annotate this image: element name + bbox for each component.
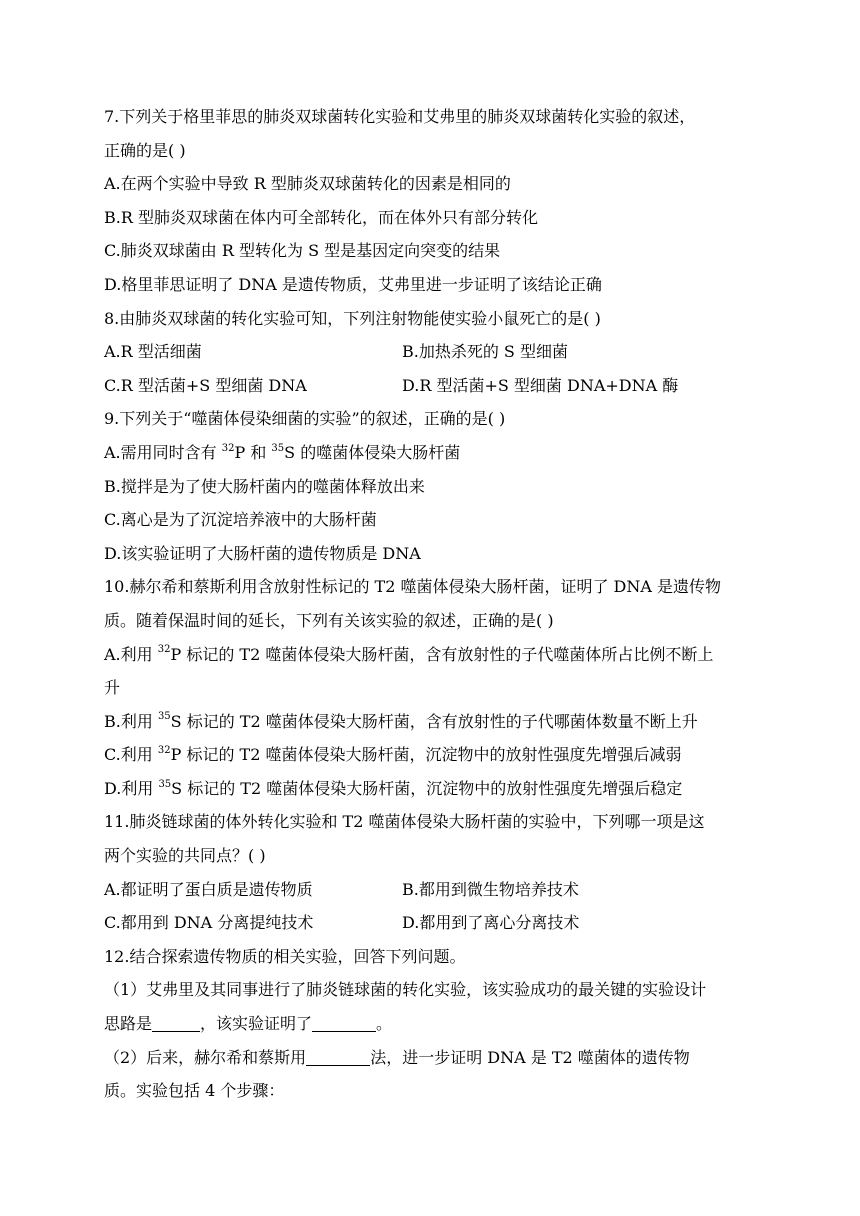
q11-options-row2 <box>104 906 784 940</box>
q12-stem: 12.结合探索遗传物质的相关实验，回答下列问题。 <box>104 946 466 966</box>
answer-blank-1[interactable] <box>152 1013 200 1032</box>
q8-stem: 8.由肺炎双球菌的转化实验可知，下列注射物能使实验小鼠死亡的是( ) <box>104 308 601 328</box>
q10-option-b-post: S 标记的 T2 噬菌体侵染大肠杆菌，含有放射性的子代哪菌体数量不断上升 <box>170 711 698 731</box>
q8-options-row2 <box>104 369 784 403</box>
q9-option-b: B.搅拌是为了使大肠杆菌内的噬菌体释放出来 <box>104 476 425 496</box>
q10-option-c-sup: 32 <box>157 744 171 756</box>
q8-option-c: C.R 型活菌+S 型细菌 DNA <box>104 375 307 395</box>
q12-part1-line1: （1）艾弗里及其同事进行了肺炎链球菌的转化实验，该实验成功的最关键的实验设计 <box>104 980 707 1000</box>
q7-stem-line2: 正确的是( ) <box>104 140 186 160</box>
q10-option-b <box>104 705 784 739</box>
q7-stem-line1: 7.下列关于格里菲思的肺炎双球菌转化实验和艾弗里的肺炎双球菌转化实验的叙述， <box>104 107 696 126</box>
q9-option-a-sup2: 35 <box>271 442 285 454</box>
q10-option-c-post: P 标记的 T2 噬菌体侵染大肠杆菌，沉淀物中的放射性强度先增强后减弱 <box>170 745 682 765</box>
q12-part1-text-c: 。 <box>376 1014 393 1034</box>
q9-option-c: C.离心是为了沉淀培养液中的大肠杆菌 <box>104 510 377 530</box>
q7-option-b: B.R 型肺炎双球菌在体内可全部转化，而在体外只有部分转化 <box>104 207 538 227</box>
q10-option-d-pre: D.利用 <box>104 778 159 798</box>
q12-part1-line2 <box>104 1007 784 1041</box>
q10-option-b-sup: 35 <box>157 711 171 723</box>
q7-option-d: D.格里菲思证明了 DNA 是遗传物质，艾弗里进一步证明了该结论正确 <box>104 274 602 294</box>
q9-option-a-mid: P 和 <box>234 442 272 462</box>
q9-stem: 9.下列关于“噬菌体侵染细菌的实验”的叙述，正确的是( ) <box>104 409 506 429</box>
q9-option-a <box>104 436 784 470</box>
q11-option-d: D.都用到了离心分离技术 <box>402 913 580 933</box>
q10-option-c <box>104 738 784 772</box>
q11-option-c: C.都用到 DNA 分离提纯技术 <box>104 913 314 933</box>
q10-option-a <box>104 638 784 672</box>
q9-option-a-post: S 的噬菌体侵染大肠杆菌 <box>284 442 461 462</box>
q9-option-a-pre: A.需用同时含有 <box>104 442 222 462</box>
q10-option-c-pre: C.利用 <box>104 745 158 765</box>
q10-option-b-pre: B.利用 <box>104 711 158 731</box>
q12-part1-text-b: ，该实验证明了 <box>200 1014 313 1034</box>
q10-option-a-sup: 32 <box>157 644 171 656</box>
q10-option-a-post: P 标记的 T2 噬菌体侵染大肠杆菌，含有放射性的子代噬菌体所占比例不断上 <box>170 644 714 664</box>
answer-blank-3[interactable] <box>306 1047 370 1066</box>
q7-option-c: C.肺炎双球菌由 R 型转化为 S 型是基因定向突变的结果 <box>104 241 501 261</box>
q10-option-d-sup: 35 <box>158 778 172 790</box>
q10-option-d-post: S 标记的 T2 噬菌体侵染大肠杆菌，沉淀物中的放射性强度先增强后稳定 <box>171 778 683 798</box>
q10-stem-line2: 质。随着保温时间的延长，下列有关该实验的叙述，正确的是( ) <box>104 610 554 630</box>
answer-blank-2[interactable] <box>312 1013 376 1032</box>
q12-part1-text-a: 思路是 <box>104 1014 153 1034</box>
q8-options-row1 <box>104 335 784 369</box>
q10-stem-line1: 10.赫尔希和蔡斯利用含放射性标记的 T2 噬菌体侵染大肠杆菌，证明了 DNA 是遗传物 <box>104 577 722 597</box>
q9-option-d: D.该实验证明了大肠杆菌的遗传物质是 DNA <box>104 543 421 563</box>
q11-option-b: B.都用到微生物培养技术 <box>402 879 579 899</box>
q11-options-row1 <box>104 873 784 907</box>
q12-part2-line1 <box>104 1041 784 1075</box>
q12-part2-line2: 质。实验包括 4 个步骤： <box>104 1081 285 1101</box>
q12-part2-text-b: 法，进一步证明 DNA 是 T2 噬菌体的遗传物 <box>370 1047 690 1067</box>
q9-option-a-sup1: 32 <box>221 442 235 454</box>
q10-option-a-pre: A.利用 <box>104 644 158 664</box>
q8-option-a: A.R 型活细菌 <box>104 342 202 362</box>
q10-option-d <box>104 772 784 806</box>
q11-option-a: A.都证明了蛋白质是遗传物质 <box>104 879 313 899</box>
q8-option-b: B.加热杀死的 S 型细菌 <box>402 342 568 362</box>
q7-option-a: A.在两个实验中导致 R 型肺炎双球菌转化的因素是相同的 <box>104 174 511 194</box>
q11-stem-line1: 11.肺炎链球菌的体外转化实验和 T2 噬菌体侵染大肠杆菌的实验中，下列哪一项是这 <box>104 812 705 832</box>
q12-part2-text-a: （2）后来，赫尔希和蔡斯用 <box>104 1047 307 1067</box>
q8-option-d: D.R 型活菌+S 型细菌 DNA+DNA 酶 <box>402 375 679 395</box>
question-content <box>104 100 784 1108</box>
q11-stem-line2: 两个实验的共同点？( ) <box>104 846 266 866</box>
q10-option-a-continued: 升 <box>104 678 121 698</box>
